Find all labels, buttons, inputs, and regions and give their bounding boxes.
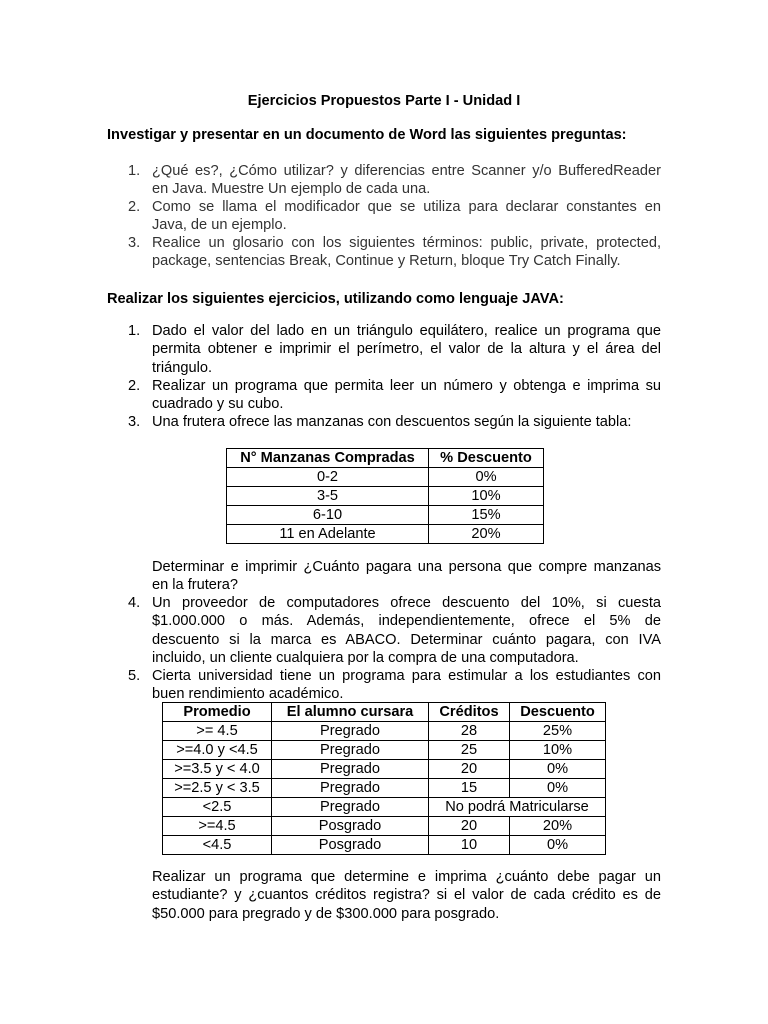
table-cell: >= 4.5: [163, 722, 272, 741]
table-header-row: [163, 703, 606, 722]
table-cell: <4.5: [163, 836, 272, 855]
table-cell: 11 en Adelante: [227, 525, 429, 544]
table-cell: Pregrado: [272, 798, 429, 817]
table-row: [227, 506, 544, 525]
final-question: [152, 868, 661, 923]
paragraph-line: $50.000 para pregrado y de $300.000 para posgrado.: [152, 905, 500, 922]
apple-question: [152, 558, 661, 595]
list-line: triángulo.: [152, 359, 213, 376]
section2-item-2: [128, 377, 661, 414]
table-cell: <2.5: [163, 798, 272, 817]
table-cell: >=2.5 y < 3.5: [163, 779, 272, 798]
table-header-cell: % Descuento: [429, 449, 544, 468]
section2-item-3: [128, 413, 661, 431]
table-row: [163, 836, 606, 855]
table-row: [163, 779, 606, 798]
table-cell: Posgrado: [272, 836, 429, 855]
table-cell: Pregrado: [272, 760, 429, 779]
list-number: 5.: [128, 668, 141, 684]
table-row: [163, 817, 606, 836]
table-cell: 6-10: [227, 506, 429, 525]
section2-item-5: [128, 667, 661, 704]
table-header-cell: El alumno cursara: [272, 703, 429, 722]
list-line: Cierta universidad tiene un programa para estimular a los estudiantes con: [152, 668, 661, 684]
table-cell: 0-2: [227, 468, 429, 487]
table-cell: 25: [429, 741, 510, 760]
table-cell: 3-5: [227, 487, 429, 506]
university-credits-table: [162, 702, 606, 855]
table-cell: 20%: [429, 525, 544, 544]
section1-item-3: [128, 234, 661, 271]
section1-heading: Investigar y presentar en un documento de Word las siguientes preguntas:: [107, 127, 627, 143]
paragraph-line: en la frutera?: [152, 577, 238, 594]
table-header-cell: Promedio: [163, 703, 272, 722]
list-line: buen rendimiento académico.: [152, 686, 344, 703]
table-cell: Pregrado: [272, 741, 429, 760]
table-cell: 28: [429, 722, 510, 741]
table-cell: 15: [429, 779, 510, 798]
list-line: en Java. Muestre Un ejemplo de cada una.: [152, 181, 431, 198]
list-number: 3.: [128, 414, 141, 430]
table-row: [163, 722, 606, 741]
list-line: Como se llama el modificador que se utiliza para declarar constantes en: [152, 199, 661, 215]
section2-item-4: [128, 594, 661, 667]
list-number: 2.: [128, 199, 141, 215]
list-line: incluido, un cliente cualquiera por la compra de una computadora.: [152, 649, 579, 666]
table-cell: 15%: [429, 506, 544, 525]
table-cell-merged: No podrá Matricularse: [429, 798, 606, 817]
table-cell: Posgrado: [272, 817, 429, 836]
table-row: [163, 798, 606, 817]
table-row: [163, 760, 606, 779]
table-header-cell: Créditos: [429, 703, 510, 722]
table-row: [163, 741, 606, 760]
table-row: [227, 487, 544, 506]
table-row: [227, 468, 544, 487]
list-line: Java, de un ejemplo.: [152, 217, 287, 234]
list-line: cuadrado y su cubo.: [152, 396, 284, 413]
section2-item-1: [128, 322, 661, 377]
table-cell: 10%: [510, 741, 606, 760]
list-number: 1.: [128, 323, 141, 339]
table-cell: 0%: [510, 779, 606, 798]
table-header-cell: N° Manzanas Compradas: [227, 449, 429, 468]
apple-discount-table: [226, 448, 544, 544]
table-cell: Pregrado: [272, 722, 429, 741]
list-line: permita obtener e imprimir el perímetro, el valor de la altura y el área del: [152, 341, 661, 358]
table-cell: Pregrado: [272, 779, 429, 798]
document-title: Ejercicios Propuestos Parte I - Unidad I: [247, 93, 521, 109]
paragraph-line: estudiante? y ¿cuantos créditos registra? si el valor de cada crédito es de: [152, 887, 661, 904]
list-line: Un proveedor de computadores ofrece descuento del 10%, si cuesta: [152, 595, 661, 611]
list-number: 1.: [128, 163, 141, 179]
section1-item-2: [128, 198, 661, 235]
list-line: Dado el valor del lado en un triángulo equilátero, realice un programa que: [152, 323, 661, 339]
table-cell: 10: [429, 836, 510, 855]
paragraph-line: Determinar e imprimir ¿Cuánto pagara una persona que compre manzanas: [152, 559, 661, 575]
table-cell: >=3.5 y < 4.0: [163, 760, 272, 779]
table-cell: 25%: [510, 722, 606, 741]
table-header-row: [227, 449, 544, 468]
section2-heading: Realizar los siguientes ejercicios, utilizando como lenguaje JAVA:: [107, 291, 564, 307]
list-line: $1.000.000 o más. Además, independientemente, ofrece el 5% de: [152, 613, 661, 630]
table-cell: 10%: [429, 487, 544, 506]
paragraph-line: Realizar un programa que determine e imprima ¿cuánto debe pagar un: [152, 869, 661, 885]
table-cell: 20: [429, 760, 510, 779]
table-cell: >=4.0 y <4.5: [163, 741, 272, 760]
list-line: package, sentencias Break, Continue y Return, bloque Try Catch Finally.: [152, 253, 621, 270]
list-line: Realice un glosario con los siguientes términos: public, private, protected,: [152, 235, 661, 251]
table-cell: 0%: [510, 836, 606, 855]
list-line: Una frutera ofrece las manzanas con descuentos según la siguiente tabla:: [152, 414, 632, 430]
table-header-cell: Descuento: [510, 703, 606, 722]
list-line: descuento si la marca es ABACO. Determinar cuánto pagara, con IVA: [152, 631, 661, 648]
table-cell: 0%: [510, 760, 606, 779]
list-number: 4.: [128, 595, 141, 611]
list-number: 3.: [128, 235, 141, 251]
list-line: ¿Qué es?, ¿Cómo utilizar? y diferencias entre Scanner y/o BufferedReader: [152, 163, 661, 179]
list-line: Realizar un programa que permita leer un número y obtenga e imprima su: [152, 378, 661, 394]
table-row: [227, 525, 544, 544]
table-cell: >=4.5: [163, 817, 272, 836]
list-number: 2.: [128, 378, 141, 394]
table-cell: 20: [429, 817, 510, 836]
section1-item-1: [128, 162, 661, 199]
table-cell: 0%: [429, 468, 544, 487]
table-cell: 20%: [510, 817, 606, 836]
